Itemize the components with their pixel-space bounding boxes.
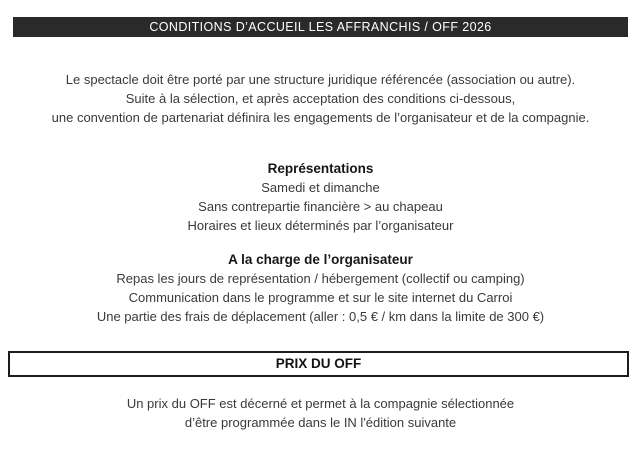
prize-box	[8, 351, 629, 377]
section-line: Samedi et dimanche	[261, 180, 380, 195]
section-line: Une partie des frais de déplacement (aller : 0,5 € / km dans la limite de 300 €)	[96, 309, 545, 324]
footer-line: Un prix du OFF est décerné et permet à la compagnie sélectionnée	[126, 396, 515, 411]
intro-line: une convention de partenariat définira les engagements de l’organisateur et de la compagnie.	[51, 110, 590, 125]
intro-paragraph	[0, 70, 641, 127]
section-line: Repas les jours de représentation / hébergement (collectif ou camping)	[116, 271, 525, 286]
section-representations	[0, 178, 641, 235]
section-line: Communication dans le programme et sur le site internet du Carroi	[128, 290, 513, 305]
intro-line: Le spectacle doit être porté par une structure juridique référencée (association ou autre).	[65, 72, 576, 87]
section-heading-charge-organisateur: A la charge de l’organisateur	[228, 252, 413, 267]
prize-box-title: PRIX DU OFF	[275, 356, 362, 371]
section-heading-representations: Représentations	[267, 161, 374, 176]
intro-line: Suite à la sélection, et après acceptation des conditions ci-dessous,	[125, 91, 516, 106]
section-line: Sans contrepartie financière > au chapeau	[198, 199, 443, 214]
header-bar	[13, 17, 628, 37]
footer-line: d’être programmée dans le IN l'édition suivante	[184, 415, 457, 430]
section-charge-organisateur	[0, 269, 641, 326]
footer-paragraph	[0, 394, 641, 432]
section-line: Horaires et lieux déterminés par l’organisateur	[187, 218, 454, 233]
page-title: CONDITIONS D’ACCUEIL LES AFFRANCHIS / OFF 2026	[149, 20, 492, 34]
